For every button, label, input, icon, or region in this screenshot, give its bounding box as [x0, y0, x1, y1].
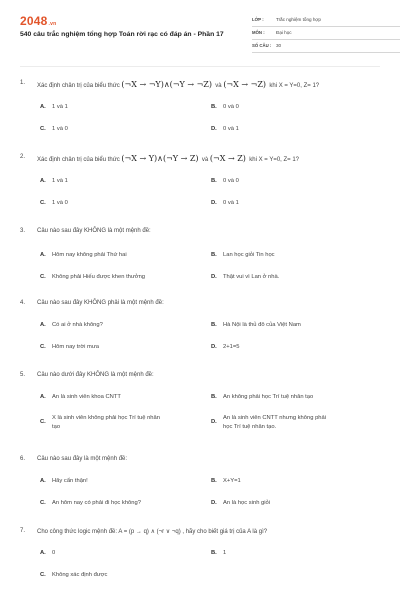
- meta-value: Trắc nghiệm tổng hợp: [276, 17, 321, 22]
- option-text: An là sinh viên CNTT nhưng không phải học Trí tuệ nhân tạo.: [223, 415, 327, 430]
- option-text: Hôm nay trời mưa: [52, 344, 99, 350]
- option-d[interactable]: [211, 414, 331, 432]
- question-text: Câu nào sau đây KHÔNG phải là một mệnh đề:: [37, 300, 164, 306]
- option-text: An không phải học Trí tuệ nhân tạo: [223, 394, 314, 400]
- option-text: Lan học giỏi Tin học: [223, 252, 275, 258]
- option-letter: C.: [40, 572, 46, 578]
- option-text: An là sinh viên khoa CNTT: [52, 394, 121, 400]
- option-text: Không phải Hiếu được khen thưởng: [52, 274, 146, 280]
- option-letter: A.: [40, 104, 46, 110]
- meta-label: LỚP :: [252, 17, 264, 22]
- option-c[interactable]: [40, 274, 145, 280]
- option-letter: A.: [40, 178, 46, 184]
- option-d[interactable]: [211, 126, 239, 132]
- option-letter: A.: [40, 394, 46, 400]
- option-b[interactable]: [211, 104, 239, 110]
- question-condition: khi X = Y=0, Z= 1?: [249, 157, 300, 163]
- option-b[interactable]: [211, 252, 275, 258]
- option-d[interactable]: [211, 500, 270, 506]
- question-number: 7.: [20, 528, 26, 534]
- meta-label: SỐ CÂU :: [252, 43, 272, 48]
- option-letter: B.: [211, 178, 217, 184]
- formula-1: (¬X → Y)∧(¬Y → Z): [121, 154, 199, 163]
- question-7: [20, 528, 385, 588]
- question-text: Cho công thức logic mệnh đề: A = (p → q) ∧ (¬r ∨ ¬q) , hãy cho biết giá trị của A là gì?: [37, 529, 268, 535]
- option-letter: D.: [211, 500, 217, 506]
- question-number: 1.: [20, 80, 26, 86]
- option-text: 0 và 1: [223, 126, 239, 132]
- meta-value: 30: [276, 43, 282, 48]
- question-4: [20, 300, 385, 360]
- worksheet-header: [20, 10, 380, 58]
- option-a[interactable]: [40, 478, 88, 484]
- formula-2: (¬X → Z): [209, 154, 246, 163]
- meta-value: Đại học: [276, 30, 292, 35]
- question-prompt: Xác định chân trị của biểu thức: [37, 157, 120, 163]
- question-number: 2.: [20, 154, 26, 160]
- worksheet-title: 540 câu trắc nghiệm tổng hợp Toán rời rạc có đáp án - Phần 17: [20, 31, 224, 38]
- formula-2: (¬X → ¬Z): [223, 80, 267, 89]
- worksheet-meta: [252, 14, 400, 53]
- option-letter: D.: [211, 344, 217, 350]
- option-letter: C.: [40, 274, 46, 280]
- option-letter: A.: [40, 252, 46, 258]
- option-text: 0 và 0: [223, 178, 239, 184]
- question-text: [37, 154, 299, 163]
- question-number: 6.: [20, 456, 26, 462]
- option-c[interactable]: [40, 572, 107, 578]
- question-2: [20, 154, 385, 214]
- option-a[interactable]: [40, 322, 103, 328]
- logo-suffix: .vn: [48, 21, 57, 27]
- option-letter: B.: [211, 478, 217, 484]
- question-text: [37, 80, 319, 89]
- formula-1: (¬X → ¬Y)∧(¬Y → ¬Z): [121, 80, 212, 89]
- option-text: 2+1=5: [223, 344, 240, 350]
- option-letter: C.: [40, 126, 46, 132]
- option-text: 1 và 0: [52, 126, 68, 132]
- option-b[interactable]: [211, 322, 301, 328]
- question-3: [20, 228, 385, 288]
- option-a[interactable]: [40, 550, 55, 556]
- option-text: 1 và 1: [52, 104, 68, 110]
- option-text: Không xác định được: [52, 572, 108, 578]
- option-text: X+Y=1: [223, 478, 241, 484]
- question-text: Câu nào dưới đây KHÔNG là một mệnh đề:: [37, 372, 154, 378]
- question-text: Câu nào sau đây KHÔNG là một mệnh đề:: [37, 228, 151, 234]
- option-d[interactable]: [211, 344, 239, 350]
- option-text: An hôm nay có phải đi học không?: [52, 500, 141, 506]
- logo-text: 2048: [20, 14, 48, 28]
- question-text: Câu nào sau đây là một mệnh đề:: [37, 456, 128, 462]
- meta-label: MÔN :: [252, 30, 265, 35]
- option-text: Hà Nội là thủ đô của Việt Nam: [223, 322, 301, 328]
- option-letter: A.: [40, 550, 46, 556]
- option-text: Thật vui vì Lan ở nhà.: [223, 274, 280, 280]
- meta-row-subject: [252, 27, 400, 40]
- question-1: [20, 80, 385, 140]
- option-letter: D.: [211, 200, 217, 206]
- option-b[interactable]: [211, 394, 313, 400]
- option-a[interactable]: [40, 104, 68, 110]
- option-b[interactable]: [211, 178, 239, 184]
- question-number: 3.: [20, 228, 26, 234]
- option-letter: A.: [40, 322, 46, 328]
- question-number: 4.: [20, 300, 26, 306]
- option-letter: B.: [211, 322, 217, 328]
- question-5: [20, 372, 385, 442]
- question-6: [20, 456, 385, 516]
- option-letter: D.: [211, 126, 217, 132]
- question-number: 5.: [20, 372, 26, 378]
- meta-row-count: [252, 40, 400, 53]
- question-condition: khi X = Y=0, Z= 1?: [269, 83, 320, 89]
- formula-conjunction: và: [201, 157, 209, 163]
- option-letter: B.: [211, 252, 217, 258]
- option-letter: D.: [211, 419, 217, 425]
- option-b[interactable]: [211, 550, 226, 556]
- option-c[interactable]: [40, 126, 68, 132]
- option-c[interactable]: [40, 500, 141, 506]
- option-text: Hôm nay không phải Thứ hai: [52, 252, 127, 258]
- option-text: 0 và 1: [223, 200, 239, 206]
- option-letter: C.: [40, 419, 46, 425]
- meta-row-class: [252, 14, 400, 27]
- option-letter: C.: [40, 500, 46, 506]
- option-letter: B.: [211, 104, 217, 110]
- option-letter: B.: [211, 550, 217, 556]
- header-divider: [20, 66, 380, 67]
- option-letter: D.: [211, 274, 217, 280]
- option-letter: C.: [40, 344, 46, 350]
- question-prompt: Xác định chân trị của biểu thức: [37, 83, 120, 89]
- page-bottom-fade: [0, 588, 400, 600]
- option-c[interactable]: [40, 414, 160, 432]
- option-text: 0: [52, 550, 56, 556]
- option-a[interactable]: [40, 252, 127, 258]
- option-text: 1 và 1: [52, 178, 68, 184]
- option-text: Có ai ở nhà không?: [52, 322, 103, 328]
- option-c[interactable]: [40, 344, 99, 350]
- option-c[interactable]: [40, 200, 68, 206]
- formula-conjunction: và: [215, 83, 222, 89]
- option-a[interactable]: [40, 394, 121, 400]
- option-text: X là sinh viên không phải học Trí tuệ nhân tạo: [52, 415, 160, 430]
- option-text: 0 và 0: [223, 104, 239, 110]
- option-b[interactable]: [211, 478, 241, 484]
- option-text: Hãy cẩn thận!: [52, 478, 88, 484]
- option-text: 1: [223, 550, 227, 556]
- option-a[interactable]: [40, 178, 68, 184]
- option-text: An là học sinh giỏi: [223, 500, 271, 506]
- option-text: 1 và 0: [52, 200, 68, 206]
- option-d[interactable]: [211, 274, 279, 280]
- option-letter: C.: [40, 200, 46, 206]
- site-logo[interactable]: [20, 14, 56, 28]
- option-letter: A.: [40, 478, 46, 484]
- option-d[interactable]: [211, 200, 239, 206]
- option-letter: B.: [211, 394, 217, 400]
